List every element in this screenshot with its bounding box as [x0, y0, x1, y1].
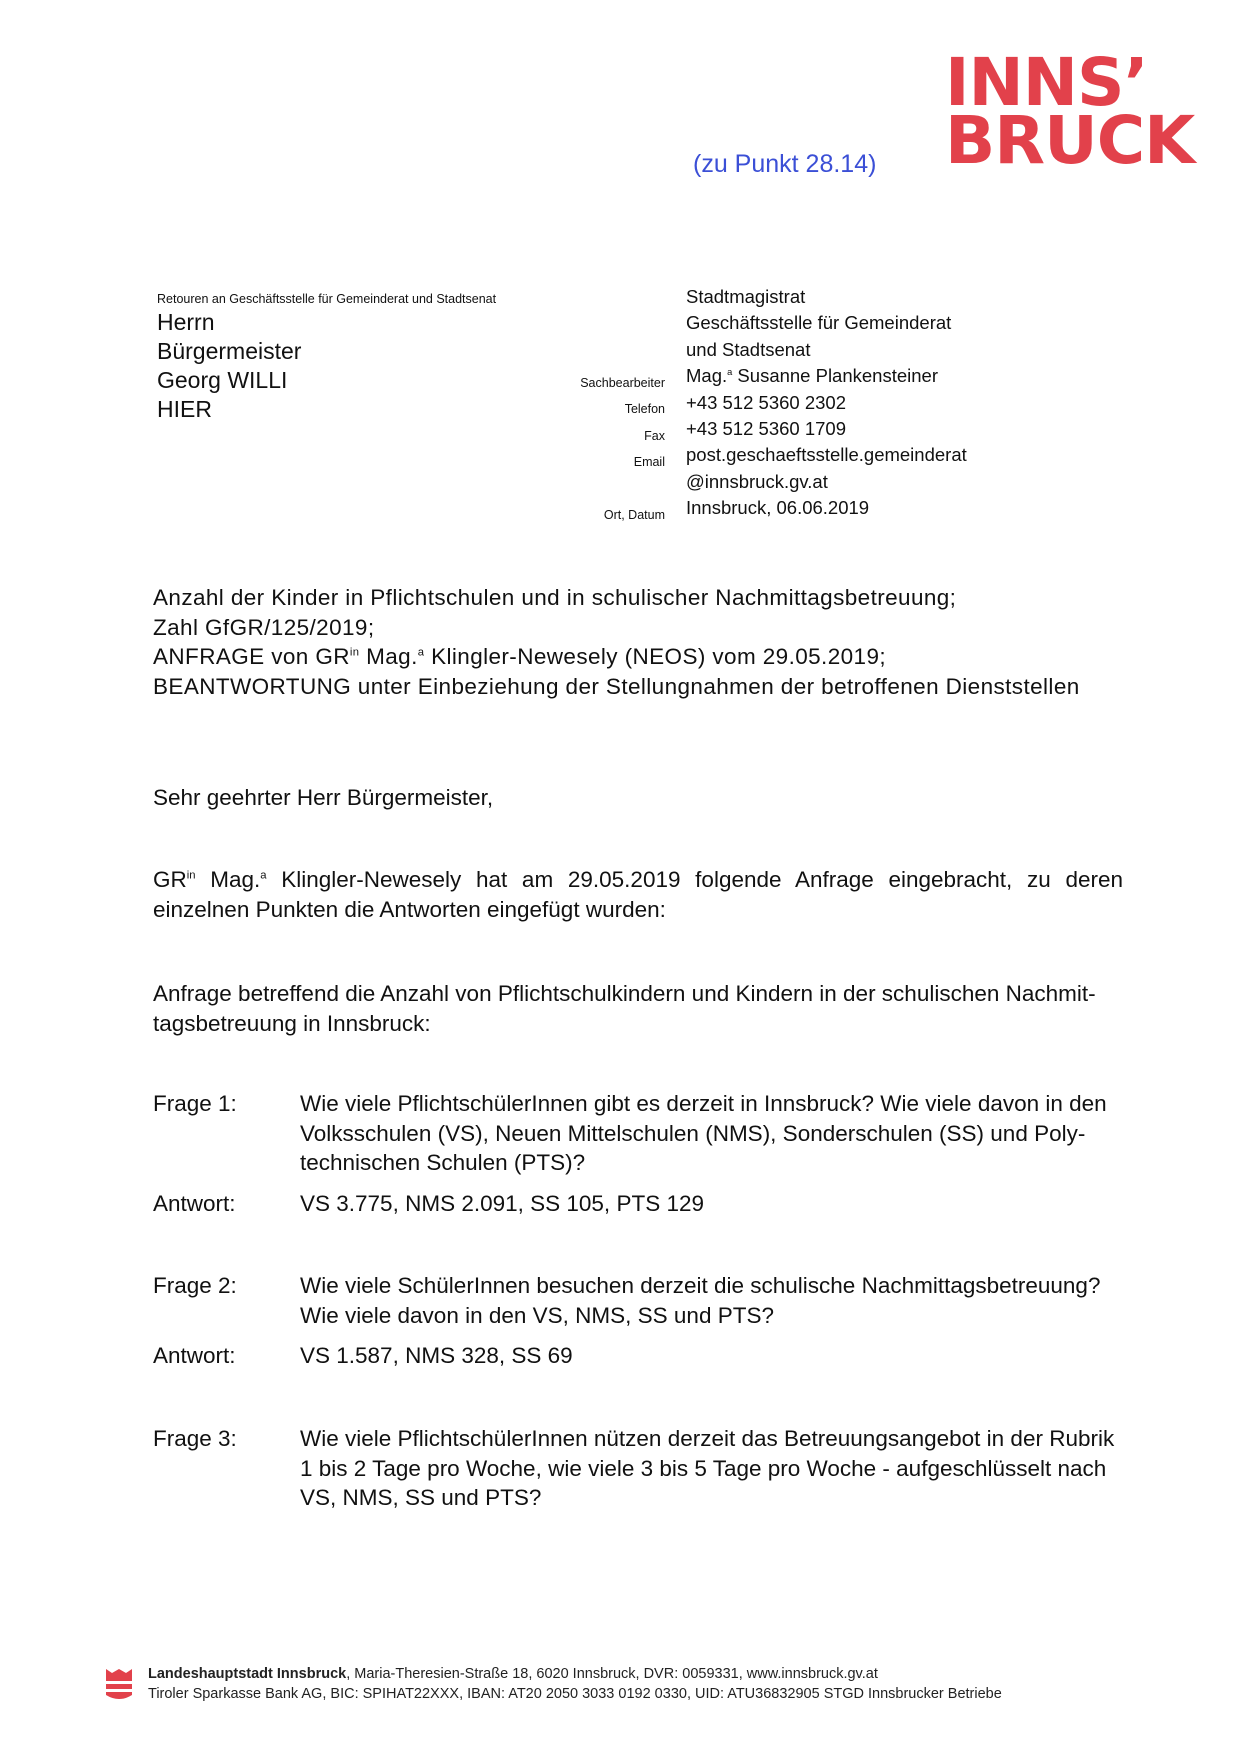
- email-address-1: post.geschaeftsstelle.gemeinderat: [686, 444, 967, 466]
- question-label: Frage 1:: [153, 1091, 237, 1116]
- logo-line-2: BRUCK: [945, 102, 1195, 179]
- clerk-name: Mag.$^a$ Susanne Plankensteiner: [686, 365, 938, 387]
- email-label: Email: [633, 455, 665, 470]
- logo-line-1: INNS’: [945, 44, 1148, 121]
- recipient-line: Herrn: [157, 309, 215, 335]
- phone-label: Telefon: [624, 402, 665, 417]
- answer-text: VS 1.587, NMS 328, SS 69: [300, 1343, 573, 1368]
- answer-label: Antwort:: [153, 1191, 236, 1216]
- footer: [148, 1664, 1002, 1704]
- recipient-line: HIER: [157, 396, 212, 422]
- inquiry-line: tagsbetreuung in Innsbruck:: [153, 1010, 431, 1036]
- place-date-label: Ort, Datum: [603, 508, 665, 523]
- inquiry-intro: [153, 979, 1123, 1038]
- subject-line: ANFRAGE von $GR^{in}$ Mag.$^a$ Klingler-Newesely (NEOS) vom 29.05.2019;: [153, 644, 887, 669]
- footer-line-2: Tiroler Sparkasse Bank AG, BIC: SPIHAT22XXX, IBAN: AT20 2050 3033 0192 0330, UID: ATU36832905 STGD Innsbrucker Betriebe: [148, 1686, 1002, 1702]
- office-line: und Stadtsenat: [686, 338, 811, 360]
- question-text: Wie viele PflichtschülerInnen gibt es derzeit in Innsbruck? Wie viele davon in den Volksschulen (VS), Neuen Mittelschulen (NMS), Sonderschulen (SS) und Poly- technischen Schulen (PTS)?: [300, 1091, 1107, 1175]
- question-text: Wie viele SchülerInnen besuchen derzeit die schulische Nachmittagsbetreuung? Wie viele davon in den VS, NMS, SS und PTS?: [300, 1273, 1101, 1328]
- answer-label: Antwort:: [153, 1343, 236, 1368]
- subject-line: Anzahl der Kinder in Pflichtschulen und in schulischer Nachmittagsbetreuung;: [153, 585, 957, 610]
- recipient-address: [157, 308, 301, 424]
- office-line: Geschäftsstelle für Gemeinderat: [686, 312, 952, 334]
- question-text: Wie viele PflichtschülerInnen nützen derzeit das Betreuungsangebot in der Rubrik 1 bis 2 Tage pro Woche, wie viele 3 bis 5 Tage pro Woche - aufgeschlüsselt nach VS, NMS, SS und PTS?: [300, 1426, 1115, 1510]
- subject-block: [153, 583, 1153, 701]
- fax-number: +43 512 5360 1709: [686, 418, 846, 440]
- salutation: Sehr geehrter Herr Bürgermeister,: [153, 785, 494, 810]
- sender-info: [686, 284, 967, 522]
- innsbruck-logo: [945, 44, 1195, 179]
- inquiry-line: Anfrage betreffend die Anzahl von Pflichtschulkindern und Kindern in der schulischen Nachmit-: [153, 981, 1096, 1006]
- question-label: Frage 2:: [153, 1273, 237, 1298]
- sender-labels: [520, 370, 665, 528]
- fax-label: Fax: [644, 428, 665, 443]
- place-date: Innsbruck, 06.06.2019: [686, 497, 870, 519]
- recipient-line: Bürgermeister: [157, 338, 302, 364]
- subject-line: BEANTWORTUNG unter Einbeziehung der Stellungnahmen der betroffenen Dienststellen: [153, 673, 1080, 699]
- footer-line-1: Landeshauptstadt Innsbruck, Maria-Theresien-Straße 18, 6020 Innsbruck, DVR: 0059331, www.innsbruck.gv.at: [148, 1666, 878, 1682]
- phone-number: +43 512 5360 2302: [686, 391, 846, 413]
- email-address-2: @innsbruck.gv.at: [686, 470, 828, 492]
- intro-paragraph: $GR^{in}$ Mag.$^a$ Klingler-Newesely hat am 29.05.2019 folgende Anfrage eingebracht, zu deren einzelnen Punkten die Antworten eingefügt wurden:: [153, 867, 1123, 922]
- question-label: Frage 3:: [153, 1426, 237, 1451]
- coat-of-arms-icon: [104, 1667, 134, 1706]
- clerk-label: Sachbearbeiter: [580, 376, 665, 390]
- answer-text: VS 3.775, NMS 2.091, SS 105, PTS 129: [300, 1191, 704, 1216]
- return-address: Retouren an Geschäftsstelle für Gemeinderat und Stadtsenat: [157, 292, 497, 306]
- subject-line: Zahl GfGR/125/2019;: [153, 614, 375, 640]
- recipient-line: Georg WILLI: [157, 367, 288, 393]
- office-line: Stadtmagistrat: [686, 286, 806, 307]
- agenda-reference: (zu Punkt 28.14): [693, 150, 877, 178]
